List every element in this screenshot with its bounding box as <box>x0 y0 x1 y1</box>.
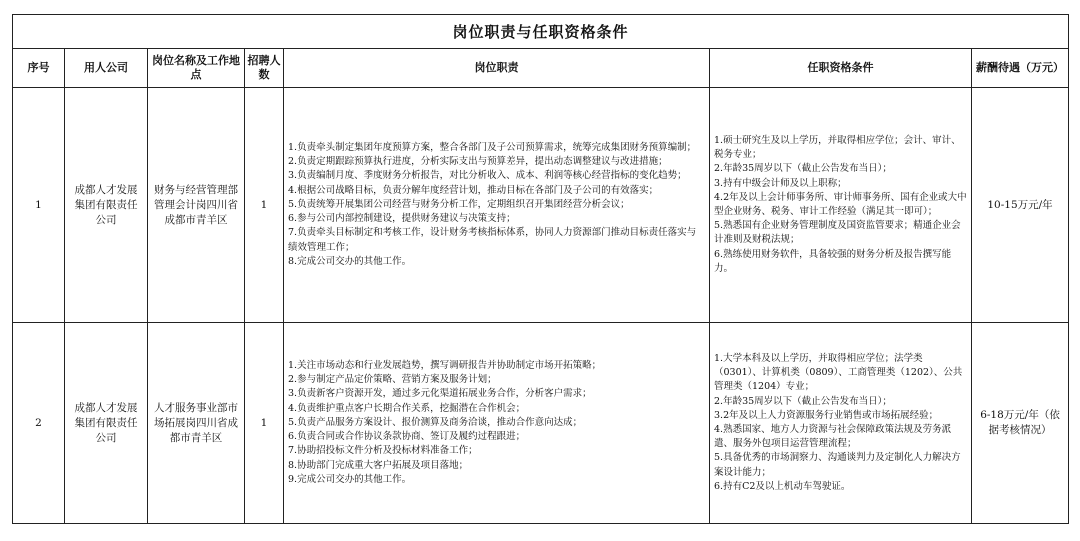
qualification-item: 4.2年及以上会计师事务所、审计师事务所、国有企业或大中型企业财务、税务、审计工作经验（满足其一即可）； <box>714 191 967 217</box>
duty-item: 9.完成公司交办的其他工作。 <box>288 473 412 485</box>
duty-item: 1.关注市场动态和行业发展趋势，撰写调研报告并协助制定市场开拓策略； <box>288 360 602 372</box>
cell-duties <box>284 323 710 524</box>
qualification-item: 1.硕士研究生及以上学历，并取得相应学位；会计、审计、税务专业； <box>714 134 961 161</box>
duty-item: 6.参与公司内部控制建设，提供财务建议与决策支持； <box>288 213 516 225</box>
table-row <box>13 88 1069 323</box>
duty-item: 4.负责维护重点客户长期合作关系，挖掘潜在合作机会； <box>288 402 526 414</box>
cell-duties <box>284 88 710 323</box>
duty-item: 5.负责产品服务方案设计、报价测算及商务洽谈，推动合作意向达成； <box>288 416 583 428</box>
cell-company: 成都人才发展集团有限责任公司 <box>65 88 148 323</box>
qualification-item: 3.2年及以上人力资源服务行业销售或市场拓展经验； <box>714 409 939 421</box>
qualification-item: 6.持有C2及以上机动车驾驶证。 <box>714 480 851 492</box>
duty-item: 8.完成公司交办的其他工作。 <box>288 255 412 267</box>
cell-salary: 10-15万元/年 <box>972 88 1069 323</box>
job-requirements-table <box>12 14 1069 524</box>
header-position: 岗位名称及工作地点 <box>148 49 245 88</box>
header-seq: 序号 <box>13 49 65 88</box>
header-row <box>13 49 1069 88</box>
cell-salary: 6-18万元/年（依据考核情况） <box>972 323 1069 524</box>
duty-item: 5.负责统筹开展集团公司经营与财务分析工作，定期组织召开集团经营分析会议； <box>288 198 630 210</box>
qualification-item: 5.具备优秀的市场洞察力、沟通谈判力及定制化人力解决方案设计能力； <box>714 452 961 478</box>
qualification-item: 2.年龄35周岁以下（截止公告发布当日）； <box>714 395 892 407</box>
duty-item: 2.负责定期跟踪预算执行进度，分析实际支出与预算差异，提出动态调整建议与改进措施； <box>288 156 668 168</box>
cell-count: 1 <box>245 323 284 524</box>
qualification-item: 3.持有中级会计师及以上职称； <box>714 177 847 189</box>
header-company: 用人公司 <box>65 49 148 88</box>
header-count: 招聘人数 <box>245 49 284 88</box>
cell-company: 成都人才发展集团有限责任公司 <box>65 323 148 524</box>
header-qualifications: 任职资格条件 <box>710 49 972 88</box>
cell-seq: 2 <box>13 323 65 524</box>
duty-item: 4.根据公司战略目标，负责分解年度经营计划，推动目标在各部门及子公司的有效落实； <box>288 184 659 196</box>
duty-item: 1.负责牵头制定集团年度预算方案，整合各部门及子公司预算需求，统筹完成集团财务预算编制； <box>288 142 697 154</box>
duty-item: 3.负责新客户资源开发，通过多元化渠道拓展业务合作，分析客户需求； <box>288 388 592 400</box>
cell-position: 财务与经营管理部管理会计岗四川省成都市青羊区 <box>148 88 245 323</box>
qualification-item: 6.熟练使用财务软件，具备较强的财务分析及报告撰写能力。 <box>714 248 952 274</box>
header-duties: 岗位职责 <box>284 49 710 88</box>
duty-item: 6.负责合同或合作协议条款协商、签订及履约过程跟进； <box>288 431 526 443</box>
duty-item: 8.协助部门完成重大客户拓展及项目落地； <box>288 459 469 471</box>
qualification-item: 1.大学本科及以上学历，并取得相应学位；法学类（0301）、计算机类（0809）、工商管理类（1202）、公共管理类（1204）专业； <box>714 352 963 393</box>
duty-item: 2.参与制定产品定价策略、营销方案及服务计划； <box>288 374 497 386</box>
qualification-item: 5.熟悉国有企业财务管理制度及国资监管要求；精通企业会计准则及财税法规； <box>714 220 961 246</box>
cell-position: 人才服务事业部市场拓展岗四川省成都市青羊区 <box>148 323 245 524</box>
cell-count: 1 <box>245 88 284 323</box>
table-title: 岗位职责与任职资格条件 <box>13 15 1069 49</box>
duty-item: 7.负责牵头目标制定和考核工作，设计财务考核指标体系，协同人力资源部门推动目标责任落实与绩效管理工作； <box>288 227 697 253</box>
table-row <box>13 323 1069 524</box>
cell-qualifications <box>710 88 972 323</box>
qualification-item: 2.年龄35周岁以下（截止公告发布当日）； <box>714 163 892 175</box>
header-salary: 薪酬待遇（万元） <box>972 49 1069 88</box>
cell-seq: 1 <box>13 88 65 323</box>
duty-item: 3.负责编制月度、季度财务分析报告，对比分析收入、成本、利润等核心经营指标的变化趋势； <box>288 170 687 182</box>
cell-qualifications <box>710 323 972 524</box>
qualification-item: 4.熟悉国家、地方人力资源与社会保障政策法规及劳务派遣、服务外包项目运营管理流程； <box>714 424 952 450</box>
duty-item: 7.协助招投标文件分析及投标材料准备工作； <box>288 445 478 457</box>
